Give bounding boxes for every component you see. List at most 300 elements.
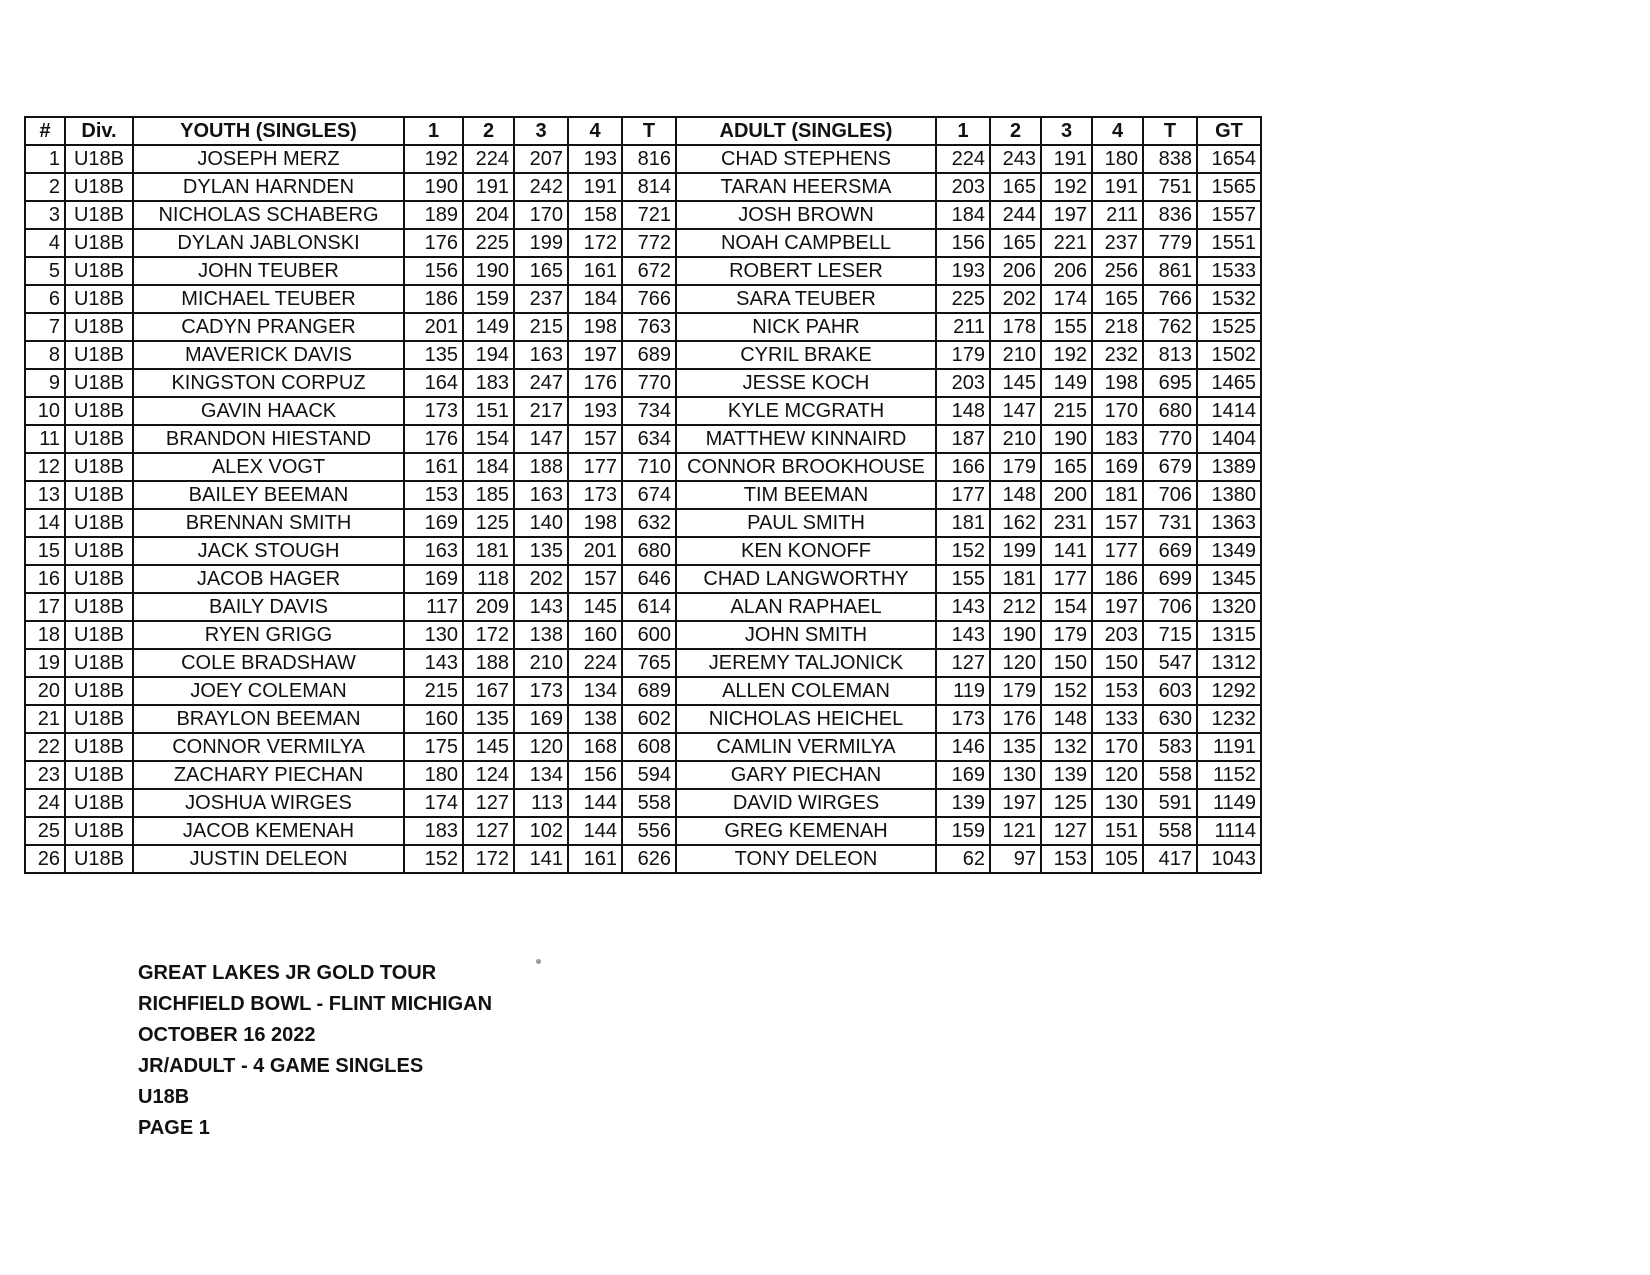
adult-game-1-cell: 179 [936, 341, 990, 369]
youth-game-1-cell: 176 [404, 425, 463, 453]
youth-total-cell: 556 [622, 817, 676, 845]
youth-game-1-cell: 163 [404, 537, 463, 565]
youth-total-cell: 626 [622, 845, 676, 873]
division-cell: U18B [65, 789, 133, 817]
rank-cell: 25 [25, 817, 65, 845]
adult-game-1-cell: 224 [936, 145, 990, 173]
youth-game-3-cell: 140 [514, 509, 568, 537]
youth-total-cell: 646 [622, 565, 676, 593]
table-row [25, 145, 1261, 173]
adult-game-3-cell: 215 [1041, 397, 1092, 425]
youth-name-cell: CADYN PRANGER [133, 313, 404, 341]
youth-game-3-cell: 237 [514, 285, 568, 313]
youth-game-4-cell: 224 [568, 649, 622, 677]
rank-cell: 4 [25, 229, 65, 257]
youth-name-cell: JOSEPH MERZ [133, 145, 404, 173]
grand-total-cell: 1551 [1197, 229, 1261, 257]
grand-total-cell: 1232 [1197, 705, 1261, 733]
youth-game-2-cell: 172 [463, 621, 514, 649]
division-cell: U18B [65, 369, 133, 397]
grand-total-cell: 1312 [1197, 649, 1261, 677]
table-row [25, 621, 1261, 649]
adult-name-cell: JEREMY TALJONICK [676, 649, 936, 677]
grand-total-cell: 1557 [1197, 201, 1261, 229]
youth-name-cell: JACOB KEMENAH [133, 817, 404, 845]
adult-name-header: ADULT (SINGLES) [676, 117, 936, 145]
youth-game-3-cell: 247 [514, 369, 568, 397]
adult-game-3-cell: 197 [1041, 201, 1092, 229]
adult-game-1-cell: 139 [936, 789, 990, 817]
adult-name-cell: KYLE MCGRATH [676, 397, 936, 425]
adult-game-1-cell: 225 [936, 285, 990, 313]
event-info [138, 958, 492, 1144]
youth-game-1-cell: 130 [404, 621, 463, 649]
adult-game-1-cell: 211 [936, 313, 990, 341]
adult-game-2-cell: 206 [990, 257, 1041, 285]
rank-cell: 17 [25, 593, 65, 621]
adult-name-cell: ROBERT LESER [676, 257, 936, 285]
event-date: OCTOBER 16 2022 [138, 1024, 316, 1046]
grand-total-cell: 1502 [1197, 341, 1261, 369]
table-row [25, 705, 1261, 733]
youth-game-3-cell: 242 [514, 173, 568, 201]
adult-total-cell: 558 [1143, 761, 1197, 789]
division-cell: U18B [65, 453, 133, 481]
adult-game-4-cell: 183 [1092, 425, 1143, 453]
adult-game-3-cell: 149 [1041, 369, 1092, 397]
adult-game-2-cell: 165 [990, 229, 1041, 257]
adult-name-cell: NICHOLAS HEICHEL [676, 705, 936, 733]
youth-total-cell: 594 [622, 761, 676, 789]
youth-game-3-cell: 141 [514, 845, 568, 873]
division-cell: U18B [65, 313, 133, 341]
adult-total-cell: 836 [1143, 201, 1197, 229]
adult-game-4-cell: 157 [1092, 509, 1143, 537]
youth-game-2-cell: 185 [463, 481, 514, 509]
grand-total-cell: 1363 [1197, 509, 1261, 537]
event-format: JR/ADULT - 4 GAME SINGLES [138, 1055, 424, 1077]
youth-total-cell: 614 [622, 593, 676, 621]
grand-total-cell: 1345 [1197, 565, 1261, 593]
adult-game-2-cell: 135 [990, 733, 1041, 761]
division-header: Div. [65, 117, 133, 145]
adult-game-2-cell: 178 [990, 313, 1041, 341]
youth-name-cell: BRENNAN SMITH [133, 509, 404, 537]
adult-game-4-cell: 181 [1092, 481, 1143, 509]
rank-cell: 10 [25, 397, 65, 425]
youth-name-cell: DYLAN HARNDEN [133, 173, 404, 201]
division-cell: U18B [65, 621, 133, 649]
youth-name-cell: JACK STOUGH [133, 537, 404, 565]
table-row [25, 397, 1261, 425]
youth-game-1-cell: 117 [404, 593, 463, 621]
youth-total-cell: 680 [622, 537, 676, 565]
youth-game-1-cell: 192 [404, 145, 463, 173]
youth-game-1-cell: 190 [404, 173, 463, 201]
adult-game-4-cell: 186 [1092, 565, 1143, 593]
youth-game-2-cell: 145 [463, 733, 514, 761]
youth-game-4-cell: 168 [568, 733, 622, 761]
division-cell: U18B [65, 145, 133, 173]
adult-game-3-cell: 191 [1041, 145, 1092, 173]
youth-name-cell: JACOB HAGER [133, 565, 404, 593]
youth-name-cell: GAVIN HAACK [133, 397, 404, 425]
scan-speck [536, 959, 541, 964]
table-row [25, 201, 1261, 229]
youth-name-cell: MAVERICK DAVIS [133, 341, 404, 369]
youth-game-1-cell: 183 [404, 817, 463, 845]
table-row [25, 649, 1261, 677]
adult-game-2-cell: 162 [990, 509, 1041, 537]
youth-game-4-cell: 134 [568, 677, 622, 705]
division-cell: U18B [65, 761, 133, 789]
adult-game-3-cell: 154 [1041, 593, 1092, 621]
division-cell: U18B [65, 593, 133, 621]
rank-cell: 8 [25, 341, 65, 369]
rank-cell: 15 [25, 537, 65, 565]
youth-game-4-cell: 177 [568, 453, 622, 481]
youth-game-2-cell: 191 [463, 173, 514, 201]
division-cell: U18B [65, 565, 133, 593]
adult-game-3-header: 3 [1041, 117, 1092, 145]
division-label: U18B [138, 1086, 190, 1108]
grand-total-cell: 1152 [1197, 761, 1261, 789]
division-cell: U18B [65, 845, 133, 873]
grand-total-cell: 1414 [1197, 397, 1261, 425]
adult-game-1-cell: 146 [936, 733, 990, 761]
table-row [25, 173, 1261, 201]
adult-total-cell: 558 [1143, 817, 1197, 845]
adult-total-cell: 695 [1143, 369, 1197, 397]
adult-game-4-cell: 150 [1092, 649, 1143, 677]
youth-game-4-cell: 144 [568, 817, 622, 845]
adult-game-1-cell: 203 [936, 173, 990, 201]
table-row [25, 341, 1261, 369]
adult-game-4-cell: 203 [1092, 621, 1143, 649]
adult-total-cell: 779 [1143, 229, 1197, 257]
youth-game-1-header: 1 [404, 117, 463, 145]
adult-total-cell: 630 [1143, 705, 1197, 733]
grand-total-cell: 1320 [1197, 593, 1261, 621]
youth-game-2-cell: 125 [463, 509, 514, 537]
rank-cell: 13 [25, 481, 65, 509]
youth-game-2-cell: 225 [463, 229, 514, 257]
grand-total-cell: 1349 [1197, 537, 1261, 565]
youth-game-1-cell: 156 [404, 257, 463, 285]
adult-game-3-cell: 221 [1041, 229, 1092, 257]
table-row [25, 733, 1261, 761]
adult-game-3-cell: 231 [1041, 509, 1092, 537]
youth-game-2-cell: 224 [463, 145, 514, 173]
youth-game-2-cell: 181 [463, 537, 514, 565]
table-row [25, 453, 1261, 481]
adult-name-cell: DAVID WIRGES [676, 789, 936, 817]
youth-game-1-cell: 173 [404, 397, 463, 425]
grand-total-cell: 1389 [1197, 453, 1261, 481]
adult-name-cell: GREG KEMENAH [676, 817, 936, 845]
table-row [25, 229, 1261, 257]
adult-name-cell: CAMLIN VERMILYA [676, 733, 936, 761]
youth-game-4-cell: 201 [568, 537, 622, 565]
adult-total-cell: 861 [1143, 257, 1197, 285]
adult-total-cell: 715 [1143, 621, 1197, 649]
table-row [25, 509, 1261, 537]
youth-game-4-cell: 198 [568, 313, 622, 341]
grand-total-cell: 1114 [1197, 817, 1261, 845]
youth-game-3-cell: 199 [514, 229, 568, 257]
youth-game-1-cell: 176 [404, 229, 463, 257]
youth-name-cell: MICHAEL TEUBER [133, 285, 404, 313]
youth-game-1-cell: 174 [404, 789, 463, 817]
adult-game-2-cell: 190 [990, 621, 1041, 649]
table-row [25, 537, 1261, 565]
youth-name-cell: KINGSTON CORPUZ [133, 369, 404, 397]
youth-total-cell: 734 [622, 397, 676, 425]
youth-name-cell: DYLAN JABLONSKI [133, 229, 404, 257]
header-row [25, 117, 1261, 145]
youth-game-2-cell: 172 [463, 845, 514, 873]
youth-game-3-cell: 113 [514, 789, 568, 817]
adult-game-4-cell: 120 [1092, 761, 1143, 789]
adult-game-3-cell: 177 [1041, 565, 1092, 593]
grand-total-header: GT [1197, 117, 1261, 145]
table-row [25, 593, 1261, 621]
youth-game-1-cell: 135 [404, 341, 463, 369]
division-cell: U18B [65, 257, 133, 285]
youth-name-cell: BAILEY BEEMAN [133, 481, 404, 509]
adult-game-1-cell: 203 [936, 369, 990, 397]
adult-name-cell: MATTHEW KINNAIRD [676, 425, 936, 453]
adult-total-cell: 591 [1143, 789, 1197, 817]
youth-name-cell: NICHOLAS SCHABERG [133, 201, 404, 229]
youth-game-2-header: 2 [463, 117, 514, 145]
adult-total-cell: 583 [1143, 733, 1197, 761]
youth-game-3-cell: 202 [514, 565, 568, 593]
adult-game-3-cell: 139 [1041, 761, 1092, 789]
youth-total-cell: 766 [622, 285, 676, 313]
division-cell: U18B [65, 201, 133, 229]
adult-name-cell: ALLEN COLEMAN [676, 677, 936, 705]
adult-game-4-cell: 237 [1092, 229, 1143, 257]
rank-cell: 7 [25, 313, 65, 341]
youth-total-cell: 772 [622, 229, 676, 257]
table-row [25, 285, 1261, 313]
youth-game-2-cell: 167 [463, 677, 514, 705]
youth-game-4-cell: 193 [568, 145, 622, 173]
youth-game-3-cell: 173 [514, 677, 568, 705]
rank-cell: 24 [25, 789, 65, 817]
adult-game-4-cell: 198 [1092, 369, 1143, 397]
rank-cell: 14 [25, 509, 65, 537]
adult-game-4-cell: 218 [1092, 313, 1143, 341]
youth-game-2-cell: 151 [463, 397, 514, 425]
youth-name-cell: CONNOR VERMILYA [133, 733, 404, 761]
division-cell: U18B [65, 173, 133, 201]
grand-total-cell: 1533 [1197, 257, 1261, 285]
youth-game-1-cell: 201 [404, 313, 463, 341]
adult-game-2-cell: 179 [990, 677, 1041, 705]
adult-game-4-cell: 197 [1092, 593, 1143, 621]
adult-game-2-cell: 210 [990, 341, 1041, 369]
youth-game-4-cell: 184 [568, 285, 622, 313]
table-row [25, 845, 1261, 873]
youth-game-2-cell: 188 [463, 649, 514, 677]
rank-cell: 1 [25, 145, 65, 173]
adult-game-2-cell: 181 [990, 565, 1041, 593]
adult-game-2-cell: 165 [990, 173, 1041, 201]
youth-total-cell: 765 [622, 649, 676, 677]
adult-game-2-cell: 120 [990, 649, 1041, 677]
youth-game-1-cell: 189 [404, 201, 463, 229]
youth-game-4-cell: 191 [568, 173, 622, 201]
youth-game-1-cell: 175 [404, 733, 463, 761]
youth-name-cell: BRAYLON BEEMAN [133, 705, 404, 733]
division-cell: U18B [65, 341, 133, 369]
adult-name-cell: PAUL SMITH [676, 509, 936, 537]
youth-name-cell: BAILY DAVIS [133, 593, 404, 621]
youth-game-2-cell: 135 [463, 705, 514, 733]
youth-game-3-cell: 120 [514, 733, 568, 761]
youth-game-4-cell: 172 [568, 229, 622, 257]
grand-total-cell: 1565 [1197, 173, 1261, 201]
youth-name-header: YOUTH (SINGLES) [133, 117, 404, 145]
youth-total-cell: 689 [622, 677, 676, 705]
grand-total-cell: 1654 [1197, 145, 1261, 173]
adult-total-cell: 706 [1143, 593, 1197, 621]
table-row [25, 677, 1261, 705]
youth-game-4-cell: 161 [568, 845, 622, 873]
adult-total-cell: 766 [1143, 285, 1197, 313]
youth-game-3-cell: 165 [514, 257, 568, 285]
adult-game-3-cell: 152 [1041, 677, 1092, 705]
youth-game-4-cell: 173 [568, 481, 622, 509]
adult-name-cell: JOSH BROWN [676, 201, 936, 229]
adult-game-3-cell: 155 [1041, 313, 1092, 341]
adult-game-4-cell: 256 [1092, 257, 1143, 285]
adult-name-cell: GARY PIECHAN [676, 761, 936, 789]
youth-game-3-cell: 170 [514, 201, 568, 229]
youth-total-cell: 763 [622, 313, 676, 341]
youth-game-4-cell: 158 [568, 201, 622, 229]
adult-total-header: T [1143, 117, 1197, 145]
adult-game-3-cell: 132 [1041, 733, 1092, 761]
adult-game-4-cell: 153 [1092, 677, 1143, 705]
youth-total-cell: 600 [622, 621, 676, 649]
adult-game-1-cell: 169 [936, 761, 990, 789]
adult-game-1-cell: 173 [936, 705, 990, 733]
adult-game-1-cell: 159 [936, 817, 990, 845]
adult-name-cell: NICK PAHR [676, 313, 936, 341]
adult-game-1-cell: 119 [936, 677, 990, 705]
youth-game-4-cell: 197 [568, 341, 622, 369]
division-cell: U18B [65, 285, 133, 313]
youth-total-cell: 558 [622, 789, 676, 817]
adult-name-cell: TARAN HEERSMA [676, 173, 936, 201]
youth-game-2-cell: 184 [463, 453, 514, 481]
youth-game-1-cell: 180 [404, 761, 463, 789]
rank-cell: 21 [25, 705, 65, 733]
youth-total-header: T [622, 117, 676, 145]
youth-total-cell: 816 [622, 145, 676, 173]
adult-game-4-cell: 151 [1092, 817, 1143, 845]
youth-game-1-cell: 161 [404, 453, 463, 481]
adult-game-4-cell: 133 [1092, 705, 1143, 733]
adult-total-cell: 813 [1143, 341, 1197, 369]
grand-total-cell: 1404 [1197, 425, 1261, 453]
youth-name-cell: ALEX VOGT [133, 453, 404, 481]
youth-total-cell: 770 [622, 369, 676, 397]
rank-cell: 18 [25, 621, 65, 649]
division-cell: U18B [65, 425, 133, 453]
adult-total-cell: 770 [1143, 425, 1197, 453]
youth-game-3-cell: 217 [514, 397, 568, 425]
youth-game-3-cell: 147 [514, 425, 568, 453]
rank-cell: 12 [25, 453, 65, 481]
adult-game-2-cell: 145 [990, 369, 1041, 397]
youth-game-2-cell: 149 [463, 313, 514, 341]
youth-game-3-cell: 135 [514, 537, 568, 565]
youth-game-3-cell: 210 [514, 649, 568, 677]
tour-name: GREAT LAKES JR GOLD TOUR [138, 962, 437, 984]
adult-game-1-cell: 187 [936, 425, 990, 453]
rank-cell: 11 [25, 425, 65, 453]
youth-game-3-cell: 163 [514, 341, 568, 369]
adult-game-3-cell: 179 [1041, 621, 1092, 649]
youth-game-2-cell: 127 [463, 817, 514, 845]
adult-name-cell: TIM BEEMAN [676, 481, 936, 509]
adult-name-cell: CYRIL BRAKE [676, 341, 936, 369]
adult-game-3-cell: 192 [1041, 173, 1092, 201]
youth-total-cell: 672 [622, 257, 676, 285]
grand-total-cell: 1149 [1197, 789, 1261, 817]
youth-game-4-cell: 138 [568, 705, 622, 733]
table-row [25, 565, 1261, 593]
grand-total-cell: 1191 [1197, 733, 1261, 761]
youth-game-3-cell: 188 [514, 453, 568, 481]
adult-game-3-cell: 125 [1041, 789, 1092, 817]
adult-name-cell: NOAH CAMPBELL [676, 229, 936, 257]
adult-game-4-cell: 169 [1092, 453, 1143, 481]
rank-cell: 23 [25, 761, 65, 789]
youth-total-cell: 602 [622, 705, 676, 733]
youth-game-4-cell: 160 [568, 621, 622, 649]
youth-game-4-cell: 176 [568, 369, 622, 397]
rank-cell: 2 [25, 173, 65, 201]
youth-name-cell: JOEY COLEMAN [133, 677, 404, 705]
rank-cell: 20 [25, 677, 65, 705]
youth-game-3-cell: 163 [514, 481, 568, 509]
table-row [25, 481, 1261, 509]
rank-cell: 16 [25, 565, 65, 593]
youth-total-cell: 632 [622, 509, 676, 537]
youth-game-4-cell: 198 [568, 509, 622, 537]
adult-name-cell: ALAN RAPHAEL [676, 593, 936, 621]
adult-game-3-cell: 127 [1041, 817, 1092, 845]
youth-total-cell: 721 [622, 201, 676, 229]
youth-game-3-cell: 143 [514, 593, 568, 621]
division-cell: U18B [65, 677, 133, 705]
rank-header: # [25, 117, 65, 145]
grand-total-cell: 1315 [1197, 621, 1261, 649]
rank-cell: 19 [25, 649, 65, 677]
table-row [25, 313, 1261, 341]
rank-cell: 3 [25, 201, 65, 229]
youth-game-1-cell: 215 [404, 677, 463, 705]
table-row [25, 761, 1261, 789]
grand-total-cell: 1525 [1197, 313, 1261, 341]
rank-cell: 6 [25, 285, 65, 313]
adult-game-3-cell: 150 [1041, 649, 1092, 677]
